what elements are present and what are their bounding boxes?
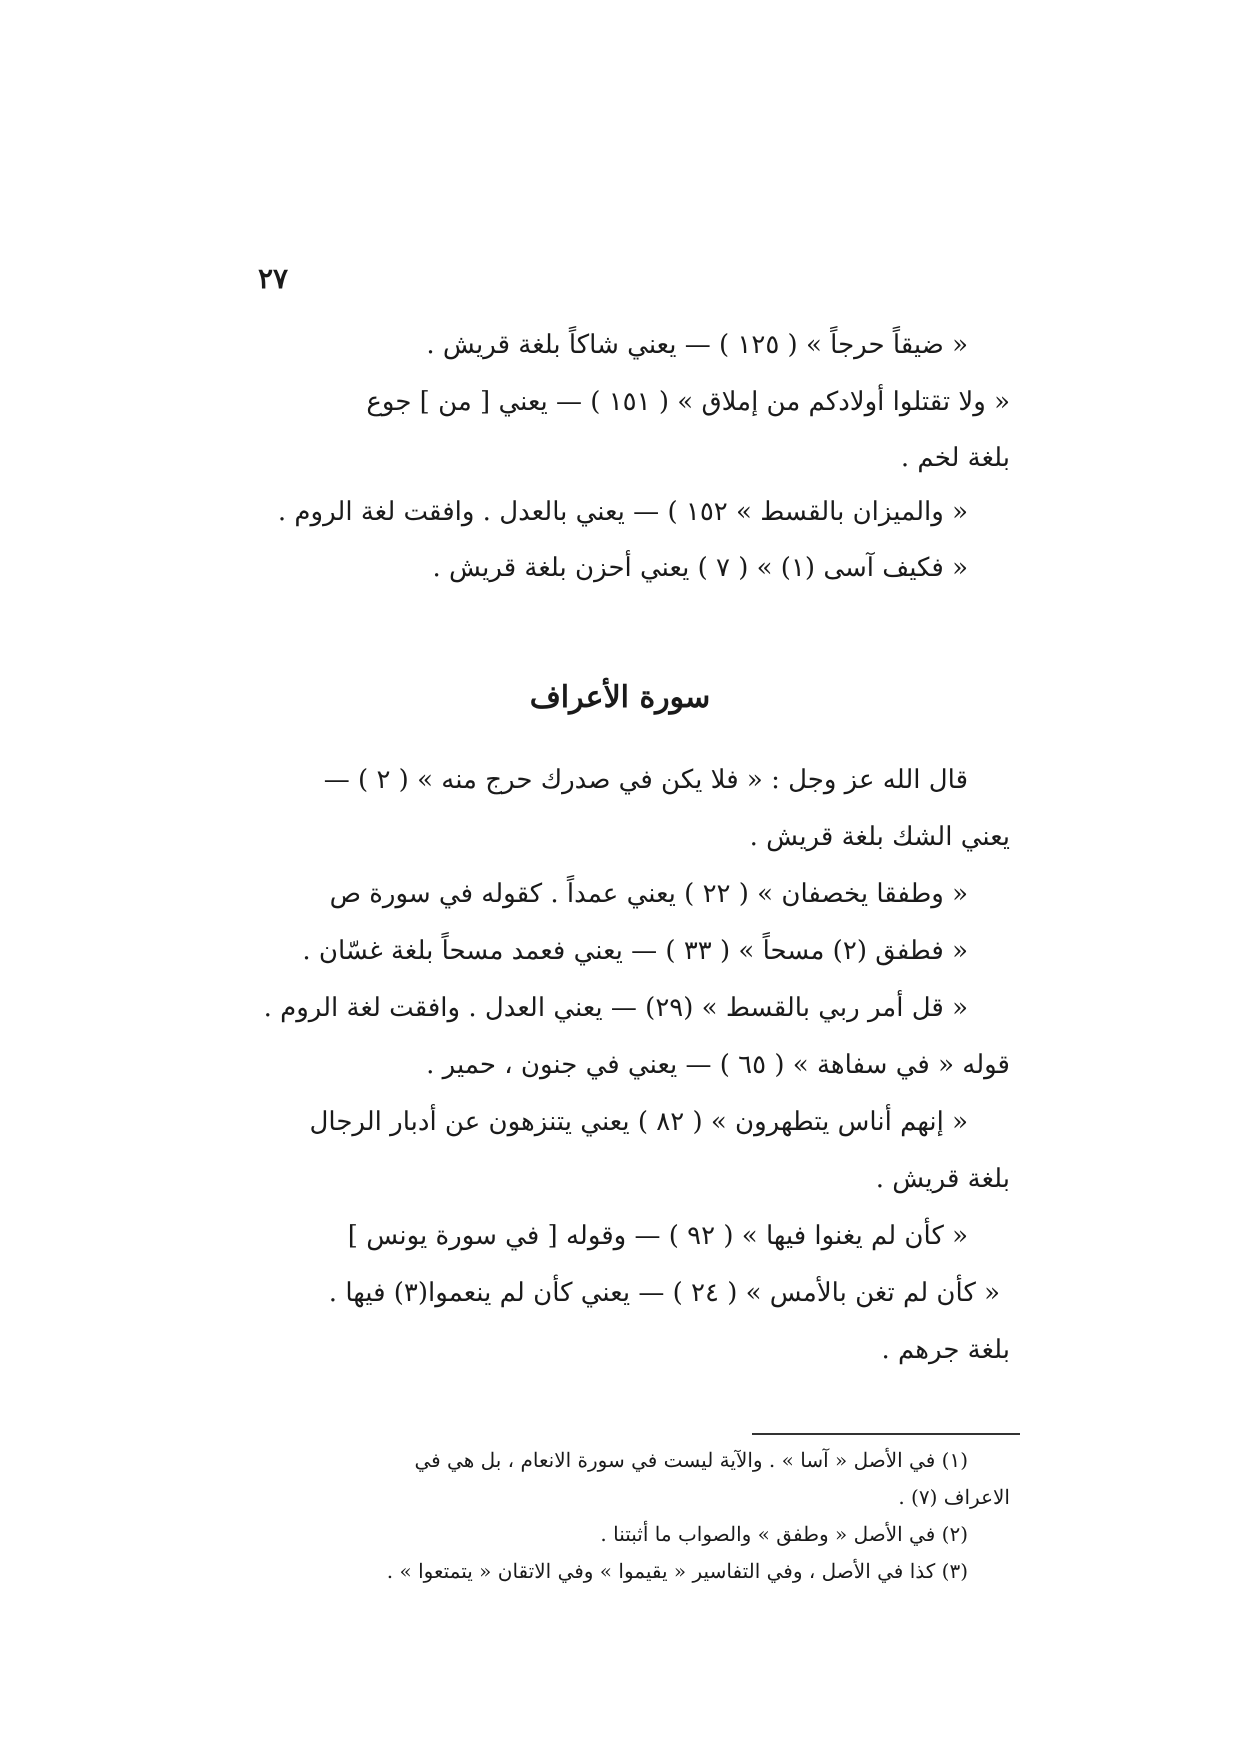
text-line: بلغة جرهم . <box>881 1335 1010 1365</box>
text-line: بلغة لخم . <box>900 443 1010 473</box>
footnote-line: الاعراف (٧) . <box>898 1485 1010 1509</box>
text-line: « إنهم أناس يتطهرون » ( ٨٢ ) يعني يتنزهون عن أدبار الرجال <box>309 1107 968 1137</box>
text-line: قال الله عز وجل : « فلا يكن في صدرك حرج منه » ( ٢ ) — <box>323 765 968 795</box>
page-number: ٢٧ <box>258 262 289 295</box>
text-line: « قل أمر ربي بالقسط » (٢٩) — يعني العدل . وافقت لغة الروم . <box>263 993 968 1023</box>
footnote-divider <box>752 1433 1020 1435</box>
section-heading: سورة الأعراف <box>529 680 711 715</box>
text-line: « فكيف آسى (١) » ( ٧ ) يعني أحزن بلغة قريش . <box>432 553 968 583</box>
text-line: بلغة قريش . <box>875 1164 1010 1194</box>
text-line: « وطفقا يخصفان » ( ٢٢ ) يعني عمداً . كقوله في سورة ص <box>329 879 968 909</box>
text-line: « كأن لم يغنوا فيها » ( ٩٢ ) — وقوله [ في سورة يونس ] <box>347 1221 968 1251</box>
text-line: « والميزان بالقسط » ١٥٢ ) — يعني بالعدل . وافقت لغة الروم . <box>277 497 968 527</box>
text-line: « كأن لم تغن بالأمس » ( ٢٤ ) — يعني كأن لم ينعموا(٣) فيها . <box>328 1278 1000 1308</box>
text-line: « ولا تقتلوا أولادكم من إملاق » ( ١٥١ ) — يعني [ من ] جوع <box>366 387 1010 417</box>
footnote-line: (٢) في الأصل « وطفق » والصواب ما أثبتنا . <box>600 1522 968 1546</box>
text-line: قوله « في سفاهة » ( ٦٥ ) — يعني في جنون ، حمير . <box>426 1050 1010 1080</box>
text-line: « فطفق (٢) مسحاً » ( ٣٣ ) — يعني فعمد مسحاً بلغة غسّان . <box>302 936 968 966</box>
footnote-line: (١) في الأصل « آسا » . والآية ليست في سورة الانعام ، بل هي في <box>414 1448 968 1472</box>
footnote-line: (٣) كذا في الأصل ، وفي التفاسير « يقيموا » وفي الاتقان « يتمتعوا » . <box>386 1559 968 1583</box>
text-line: يعني الشك بلغة قريش . <box>749 822 1010 852</box>
text-line: « ضيقاً حرجاً » ( ١٢٥ ) — يعني شاكاً بلغة قريش . <box>426 330 968 360</box>
